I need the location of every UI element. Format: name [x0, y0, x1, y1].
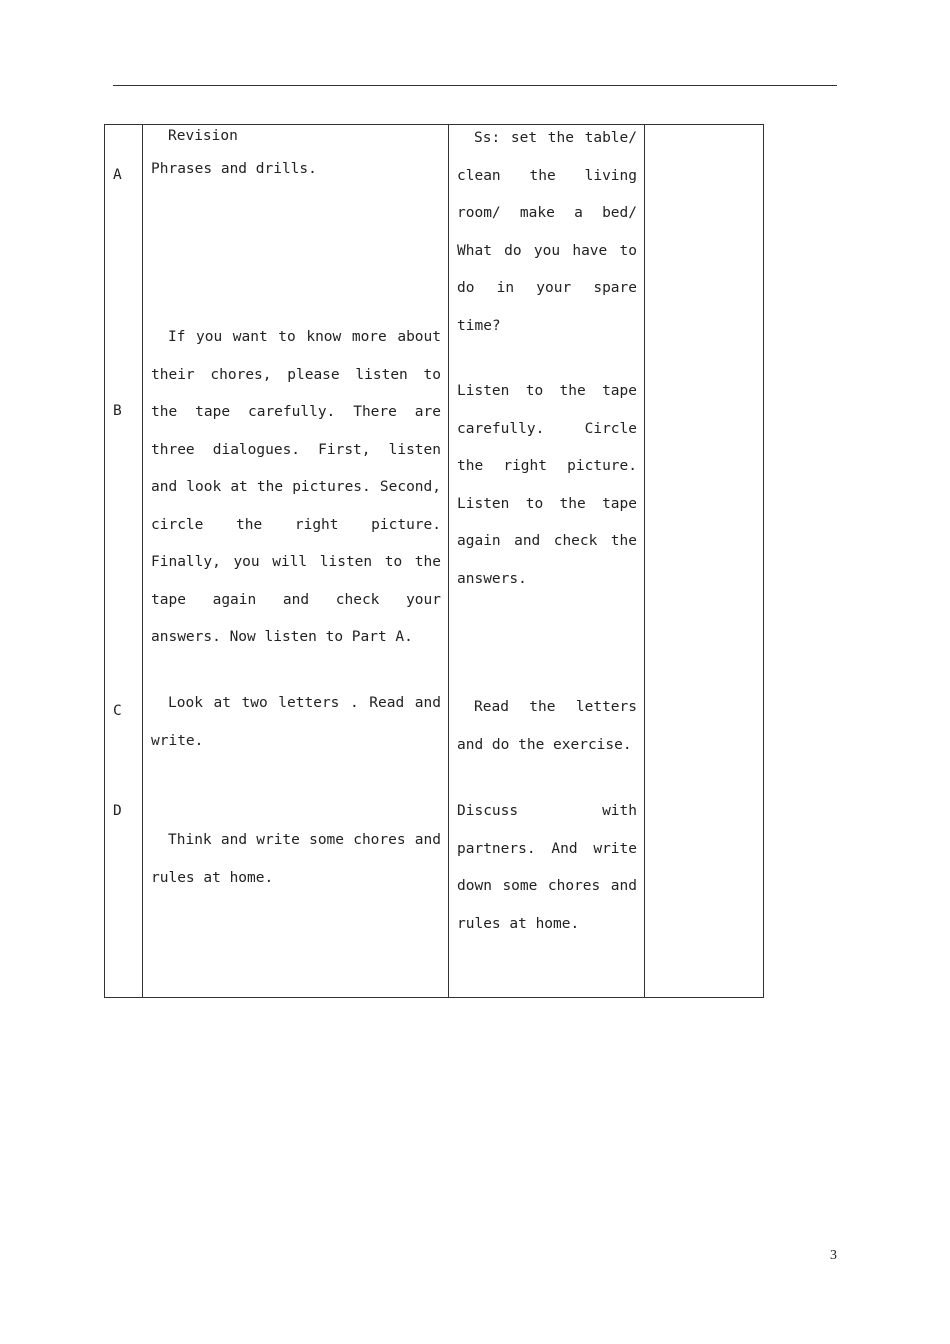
row-d-students-text: Discuss with partners. And write down some chores and rules at home.: [457, 803, 637, 932]
row-b-teacher-text: If you want to know more about their chores, please listen to the tape carefully. There are three dialogues. First, listen and look at the pictures. Second, circle the right picture. Finally, you will listen to the tape again and check your answers. Now listen to Part A.: [151, 329, 441, 645]
row-label-a: A: [113, 167, 122, 183]
row-label-c: C: [113, 703, 122, 719]
row-a-teacher: [151, 120, 441, 186]
row-b-students-text: Listen to the tape carefully. Circle the right picture. Listen to the tape again and check the answers.: [457, 383, 637, 587]
lesson-table: [104, 124, 764, 998]
row-a-teacher-line-1: Revision: [168, 128, 238, 144]
row-d-teacher: [151, 822, 441, 897]
column-divider-1: [142, 125, 143, 997]
row-label-b: B: [113, 403, 122, 419]
row-b-teacher: [151, 319, 441, 657]
row-a-teacher-line-2: Phrases and drills.: [151, 161, 317, 177]
row-a-students: [457, 120, 637, 345]
row-label-d: D: [113, 803, 122, 819]
row-c-teacher: [151, 685, 441, 760]
row-a-students-text: Ss: set the table/ clean the living room/ make a bed/ What do you have to do in your spare time?: [457, 130, 637, 334]
row-c-students: [457, 689, 637, 764]
row-c-teacher-text: Look at two letters . Read and write.: [151, 695, 441, 749]
page-number: 3: [830, 1248, 837, 1263]
row-c-students-text: Read the letters and do the exercise.: [457, 699, 637, 753]
row-b-students: [457, 373, 637, 598]
row-d-students: [457, 793, 637, 943]
column-divider-2: [448, 125, 449, 997]
row-d-teacher-text: Think and write some chores and rules at home.: [151, 832, 441, 886]
column-divider-3: [644, 125, 645, 997]
header-rule: [113, 85, 837, 86]
